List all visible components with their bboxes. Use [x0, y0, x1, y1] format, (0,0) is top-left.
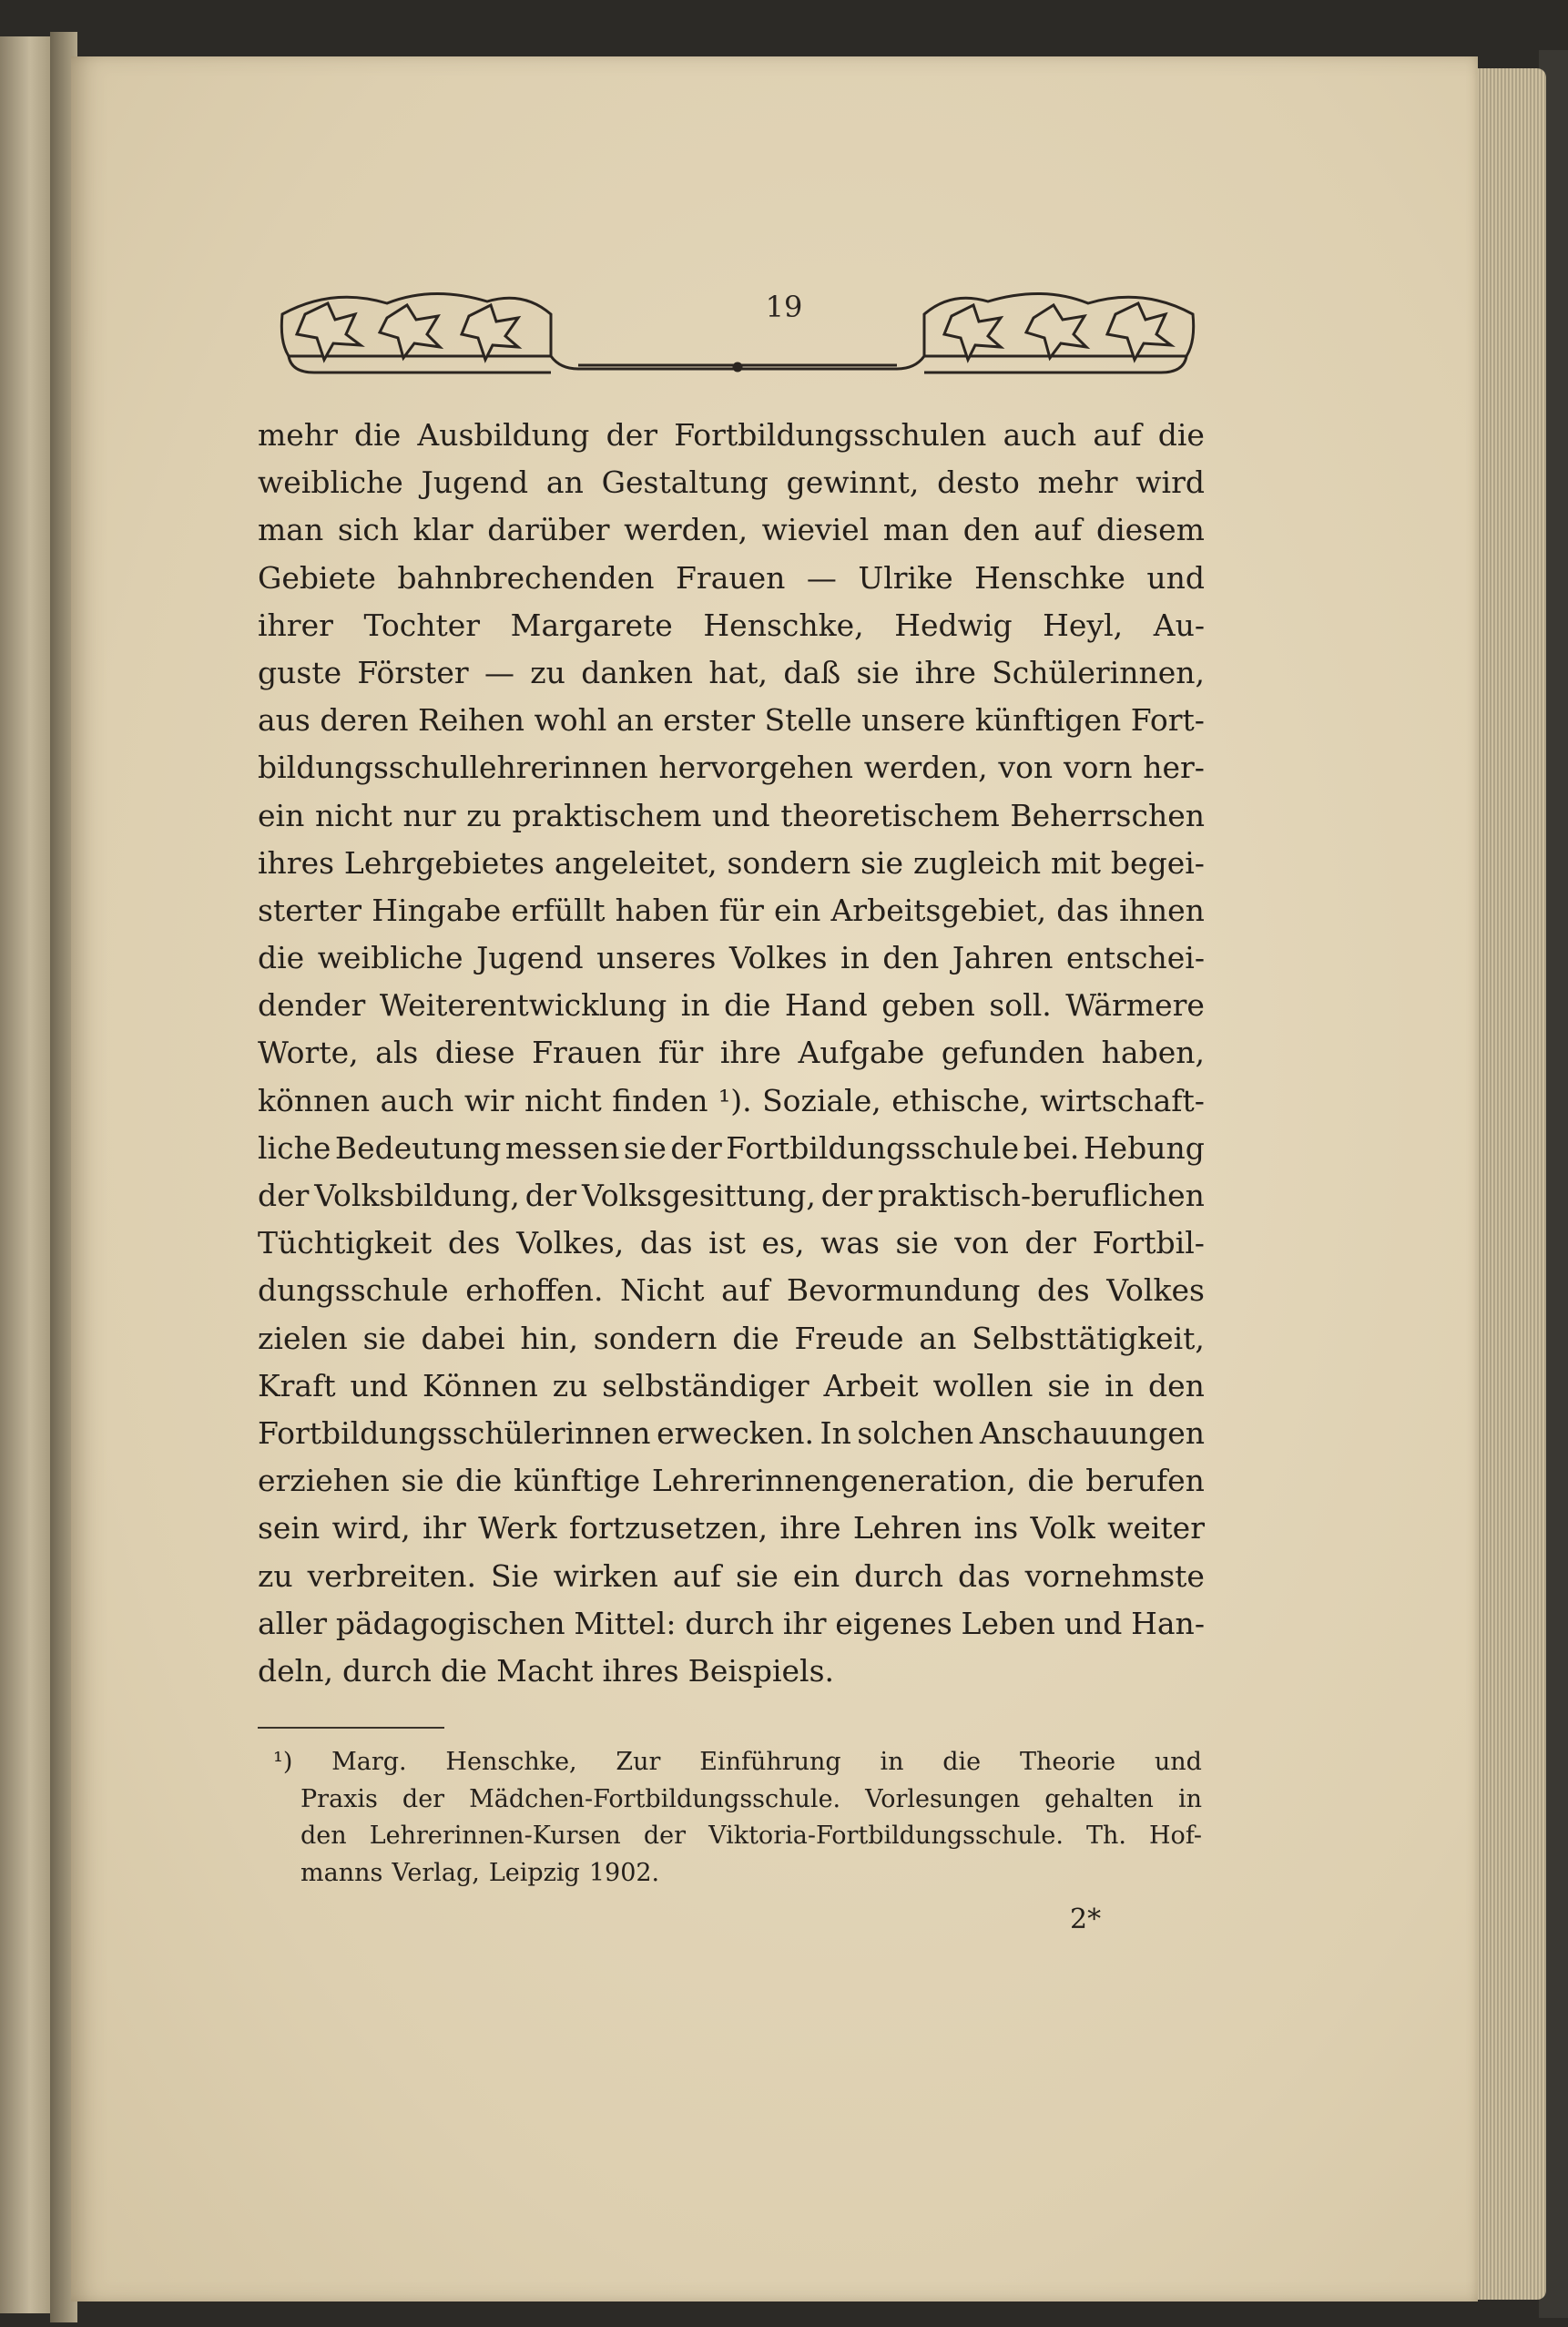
text-line: sterter Hingabe erfüllt haben für ein Arbeitsgebiet, das ihnen: [258, 892, 1205, 928]
text-line: der Volksbildung, der Volksgesittung, der praktisch-beruflichen: [258, 1178, 1205, 1213]
text-line: Tüchtigkeit des Volkes, das ist es, was sie von der Fortbil-: [258, 1225, 1205, 1261]
text-line: liche Bedeutung messen sie der Fortbildungsschule bei. Hebung: [258, 1129, 1205, 1166]
text-line: ihrer Tochter Margarete Henschke, Hedwig Heyl, Au-: [258, 607, 1205, 643]
text-line: Worte, als diese Frauen für ihre Aufgabe gefunden haben,: [258, 1035, 1205, 1071]
footnote-line: ¹) Marg. Henschke, Zur Einführung in die Theorie und: [273, 1748, 1202, 1776]
text-line: dungsschule erhoffen. Nicht auf Bevormundung des Volkes: [258, 1272, 1205, 1309]
text-line: können auch wir nicht finden ¹). Soziale, ethische, wirtschaft-: [258, 1082, 1205, 1118]
text-line: die weibliche Jugend unseres Volkes in den Jahren entschei-: [258, 940, 1205, 976]
text-line: aller pädagogischen Mittel: durch ihr eigenes Leben und Han-: [258, 1605, 1205, 1641]
text-line: zielen sie dabei hin, sondern die Freude an Selbsttätigkeit,: [258, 1320, 1205, 1356]
page-number: 19: [765, 290, 803, 324]
body-paragraph: [258, 412, 1205, 1695]
text-line: man sich klar darüber werden, wieviel man den auf diesem: [258, 512, 1205, 548]
text-line: weibliche Jugend an Gestaltung gewinnt, desto mehr wird: [258, 464, 1205, 501]
text-line: Kraft und Können zu selbständiger Arbeit wollen sie in den: [258, 1367, 1205, 1403]
text-line: guste Förster — zu danken hat, daß sie ihre Schülerinnen,: [258, 654, 1205, 690]
page-block-edges: [1473, 68, 1546, 2300]
text-line: Fortbildungsschülerinnen erwecken. In solchen Anschauungen: [258, 1414, 1205, 1451]
footnote-divider: [258, 1727, 444, 1729]
previous-page-edge: [0, 36, 50, 2313]
text-line: deln, durch die Macht ihres Beispiels.: [258, 1652, 835, 1689]
text-line: ein nicht nur zu praktischem und theoretischem Beherrschen: [258, 797, 1205, 833]
text-line: dender Weiterentwicklung in die Hand geben soll. Wärmere: [258, 987, 1205, 1024]
text-line: aus deren Reihen wohl an erster Stelle unsere künftigen Fort-: [258, 702, 1205, 739]
text-line: Gebiete bahnbrechenden Frauen — Ulrike Henschke und: [258, 559, 1205, 596]
text-line: erziehen sie die künftige Lehrerinnengeneration, die berufen: [258, 1463, 1205, 1499]
footnote-line: manns Verlag, Leipzig 1902.: [300, 1858, 660, 1887]
signature-mark: 2*: [1070, 1903, 1102, 1935]
text-line: bildungsschullehrerinnen hervorgehen werden, von vorn her-: [258, 750, 1205, 786]
footnote-line: Praxis der Mädchen-Fortbildungsschule. Vorlesungen gehalten in: [300, 1784, 1202, 1813]
text-line: sein wird, ihr Werk fortzusetzen, ihre Lehren ins Volk weiter: [258, 1510, 1205, 1546]
text-line: zu verbreiten. Sie wirken auf sie ein durch das vornehmste: [258, 1557, 1205, 1594]
text-line: mehr die Ausbildung der Fortbildungsschulen auch auf die: [258, 417, 1205, 453]
footnote-line: den Lehrerinnen-Kursen der Viktoria-Fortbildungsschule. Th. Hof-: [300, 1822, 1202, 1850]
footnote: [273, 1744, 1202, 1892]
text-line: ihres Lehrgebietes angeleitet, sondern sie zugleich mit begei-: [258, 844, 1205, 881]
